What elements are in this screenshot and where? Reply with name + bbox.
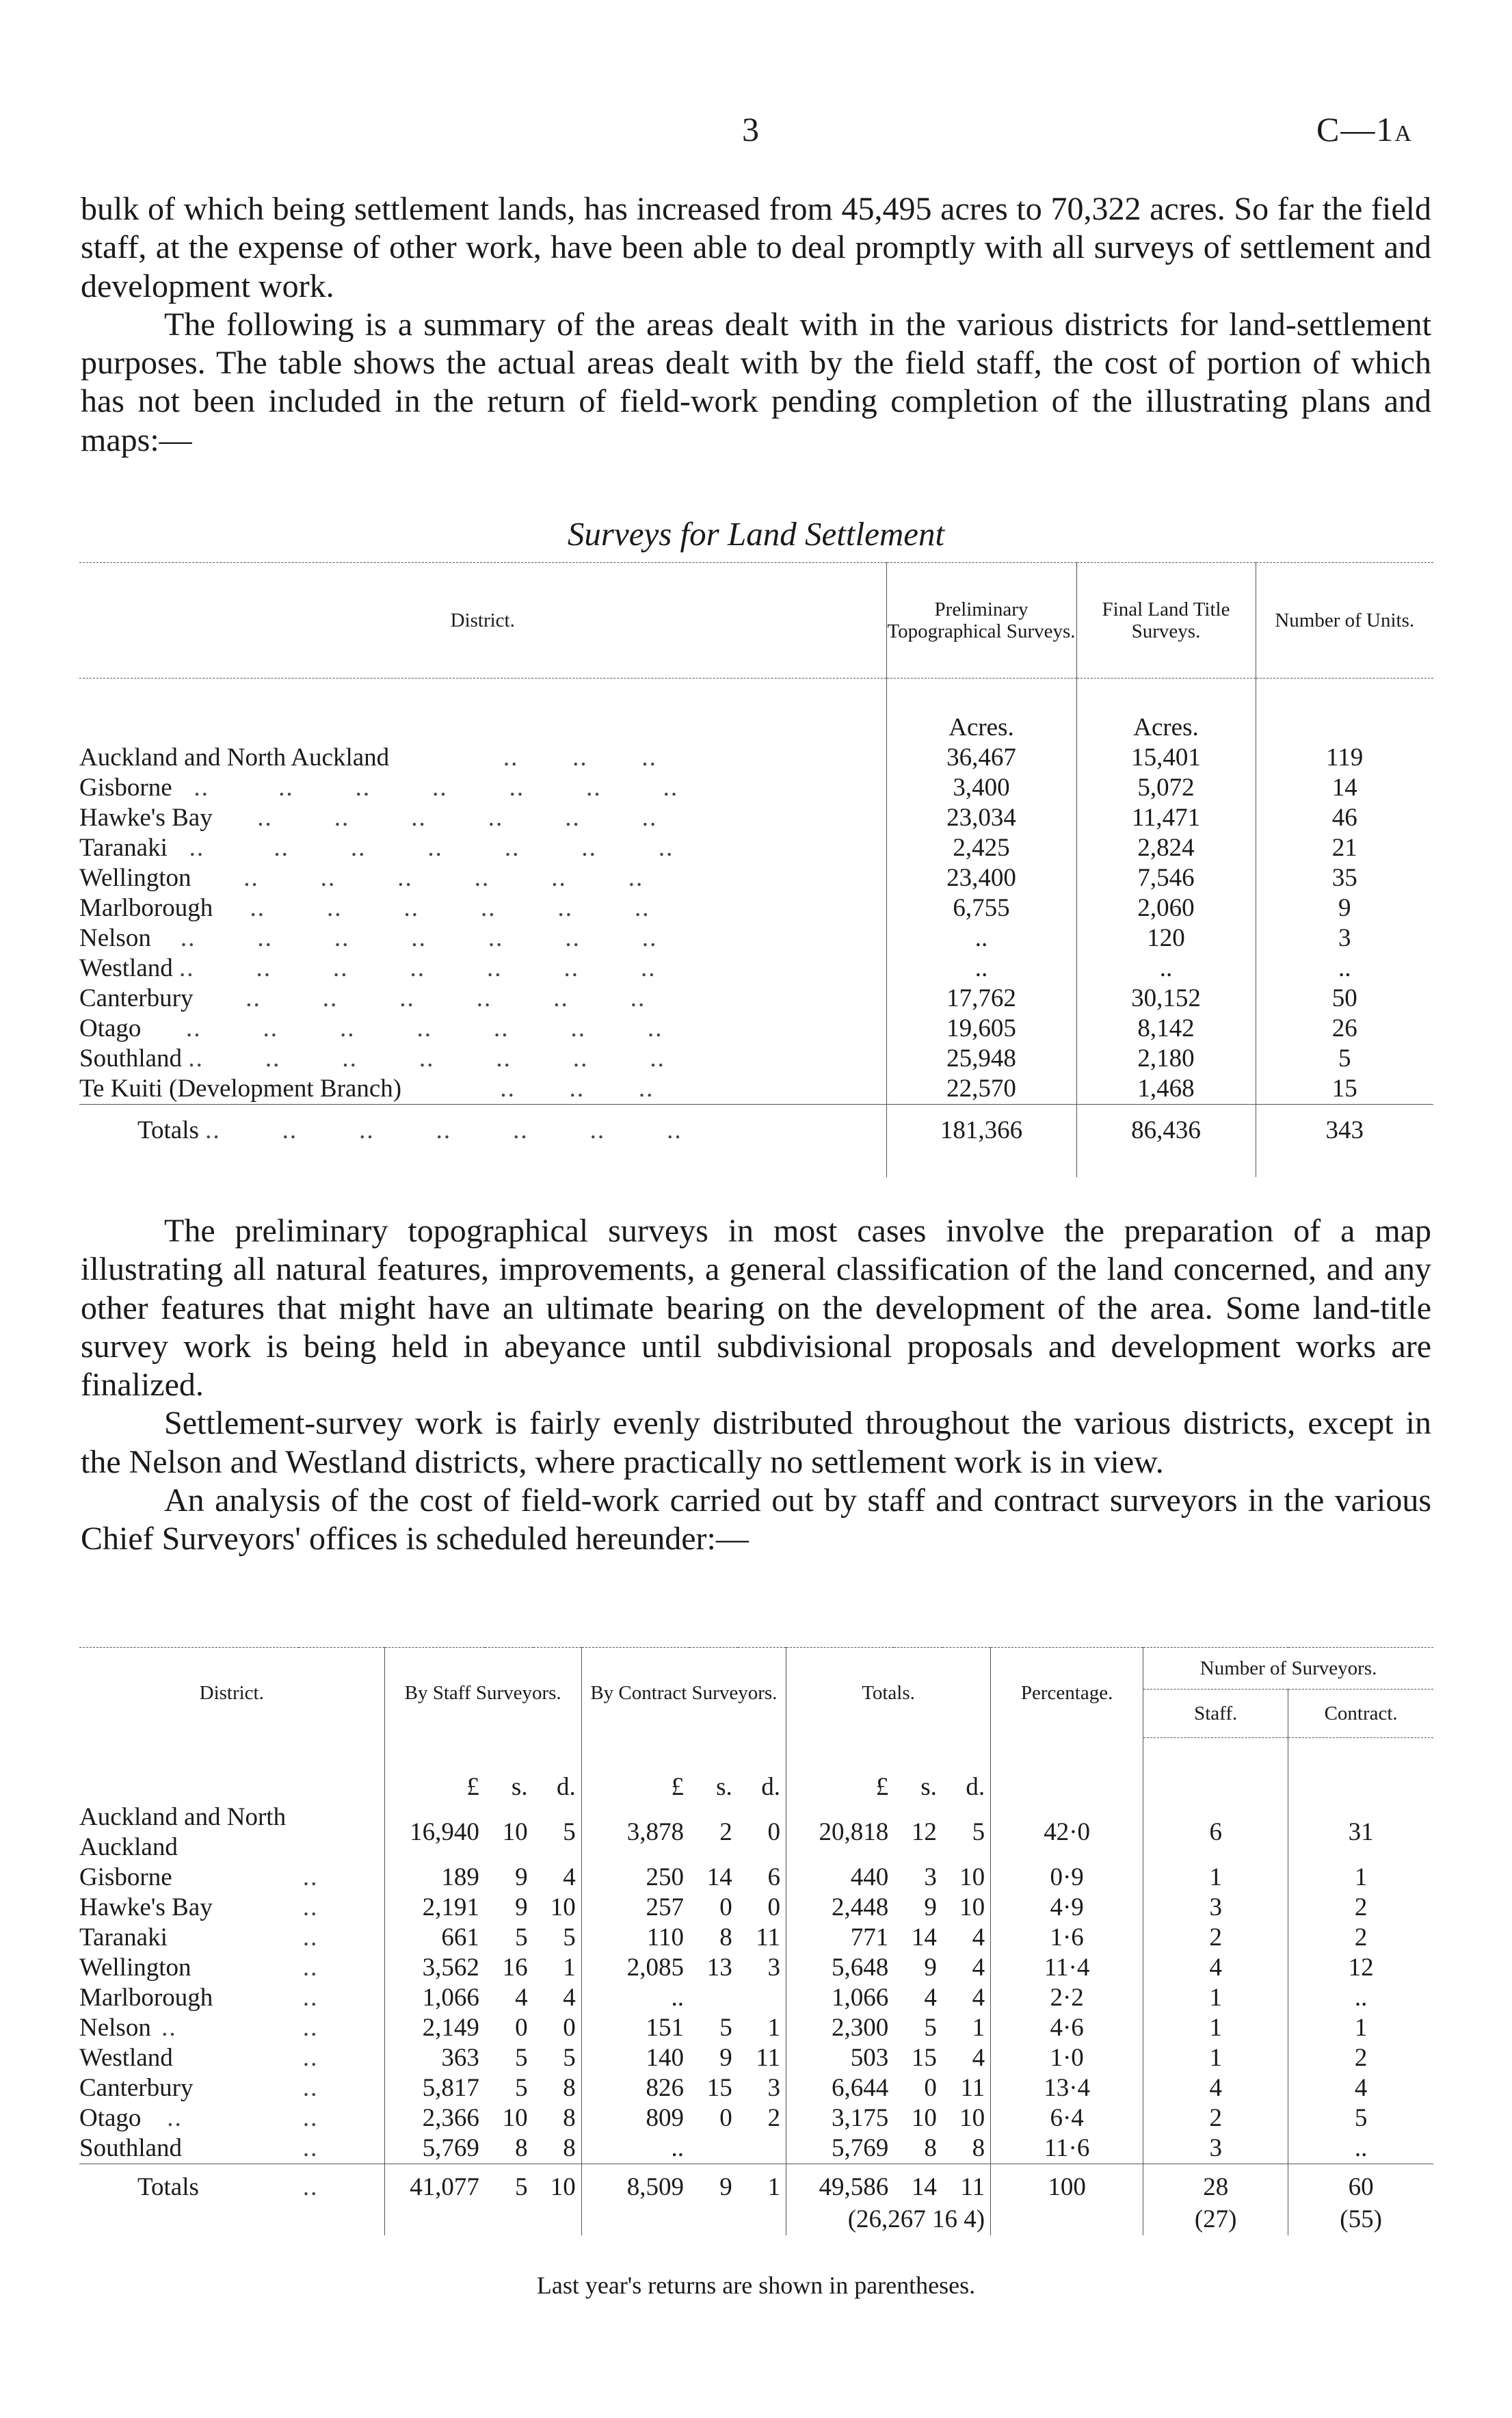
table-row: Nelson .. .. 2,149 0 0 151 5 1 2,300 5 1 4·6 1 1 <box>79 2013 1433 2043</box>
paragraph: Settlement-survey work is fairly evenly distributed throughout the various districts, except in the Nelson and Westland districts, where practically no settlement work is in view. <box>81 1405 1431 1480</box>
column-header: Final Land Title Surveys. <box>1076 563 1256 679</box>
district-name: Hawke's Bay <box>79 804 213 832</box>
table-row: Auckland and North Auckland 16,940 10 5 3,878 2 0 20,818 12 5 42·0 6 31 <box>79 1802 1433 1863</box>
table-row: Wellington .. .. .. .. .. .. 23,400 7,546 35 <box>79 863 1433 893</box>
totals-label: Totals <box>79 2164 299 2205</box>
totals-row: Totals .. .. .. .. .. .. .. 181,366 86,436 343 <box>79 1105 1433 1178</box>
table-row: Marlborough .. .. .. .. .. .. 6,755 2,060 9 <box>79 893 1433 923</box>
paragraph: The following is a summary of the areas dealt with in the various districts for land-settlement purposes. The table shows the actual areas dealt with by the field staff, the cost of portion of which has not been included in the return of field-work pending completion of the illustrating plans and maps:— <box>81 306 1431 458</box>
district-name: Otago <box>79 1014 142 1042</box>
table-row: Hawke's Bay .. 2,191 9 10 257 0 0 2,448 9 10 4·9 3 2 <box>79 1893 1433 1923</box>
column-header: District. <box>79 1648 384 1738</box>
paragraph: bulk of which being settlement lands, has increased from 45,495 acres to 70,322 acres. So far the field staff, at the expense of other work, have been able to deal promptly with all surveys of settlement and development work. <box>81 191 1431 304</box>
paragraph: An analysis of the cost of field-work carried out by staff and contract surveyors in the various Chief Surveyors' offices is scheduled hereunder:— <box>81 1482 1431 1558</box>
district-name: Auckland and North Auckland <box>79 744 390 772</box>
document-reference: C—1A <box>1316 110 1413 148</box>
district-name: Hawke's Bay <box>79 1893 213 1921</box>
column-header: By Contract Surveyors. <box>581 1648 786 1738</box>
column-header: District. <box>79 563 886 679</box>
column-header: Contract. <box>1288 1690 1433 1738</box>
table-row: Taranaki .. .. .. .. .. .. .. 2,425 2,824 21 <box>79 833 1433 863</box>
table-row: Canterbury .. .. .. .. .. .. 17,762 30,152 50 <box>79 984 1433 1014</box>
table-row: Otago .. .. .. .. .. .. .. 19,605 8,142 26 <box>79 1014 1433 1044</box>
district-name: Canterbury <box>79 2074 194 2102</box>
totals-label: Totals <box>137 1116 199 1144</box>
table-row: Gisborne .. 189 9 4 250 14 6 440 3 10 0·9 1 1 <box>79 1863 1433 1893</box>
table-row: Westland .. .. .. .. .. .. .. .. .. .. <box>79 954 1433 984</box>
analysis-text <box>81 1212 1431 1559</box>
district-name: Taranaki <box>79 834 168 862</box>
page-number: 3 <box>742 110 759 148</box>
footnote: Last year's returns are shown in parentheses. <box>536 2272 976 2299</box>
unit-label: Acres. <box>1076 679 1256 744</box>
district-name: Gisborne <box>79 774 172 802</box>
column-header: Percentage. <box>991 1648 1143 1738</box>
column-header: By Staff Surveyors. <box>384 1648 581 1738</box>
district-name: Canterbury <box>79 984 194 1012</box>
totals-row: Totals .. 41,077 5 10 8,509 9 1 49,586 14 11 100 28 60 <box>79 2164 1433 2205</box>
district-name: Wellington <box>79 864 191 892</box>
table-row: Nelson .. .. .. .. .. .. .. .. 120 3 <box>79 923 1433 954</box>
table-row: Westland .. 363 5 5 140 9 11 503 15 4 1·0 1 2 <box>79 2043 1433 2073</box>
district-name: Southland <box>79 1044 183 1073</box>
table-row: Wellington .. 3,562 16 1 2,085 13 3 5,648 9 4 11·4 4 12 <box>79 1953 1433 1983</box>
district-name: Auckland and North Auckland <box>79 1803 287 1861</box>
table-row: Marlborough .. 1,066 4 4 .. 1,066 4 4 2·2 1 .. <box>79 1983 1433 2013</box>
district-name: Marlborough <box>79 1984 213 2012</box>
paragraph: The preliminary topographical surveys in most cases involve the preparation of a map illustrating all natural features, improvements, a general classification of the land concerned, and any other features that might have an ultimate bearing on the development of the area. Some land-title survey work is being held in abeyance until subdivisional proposals and development works are finalized. <box>81 1213 1431 1404</box>
table-row: Southland .. 5,769 8 8 .. 5,769 8 8 11·6 3 .. <box>79 2133 1433 2164</box>
district-name: Westland <box>79 954 173 982</box>
land-settlement-table <box>79 562 1433 1177</box>
district-name: Westland <box>79 2044 173 2072</box>
table-row: Auckland and North Auckland .. .. .. 36,467 15,401 119 <box>79 743 1433 773</box>
district-name: Wellington <box>79 1954 191 1982</box>
district-name: Nelson <box>79 924 151 952</box>
table-row: Taranaki .. 661 5 5 110 8 11 771 14 4 1·6 2 2 <box>79 1923 1433 1953</box>
district-name: Otago .. <box>79 2104 183 2132</box>
district-name: Marlborough <box>79 894 213 922</box>
table-row: Canterbury .. 5,817 5 8 826 15 3 6,644 0 11 13·4 4 4 <box>79 2073 1433 2103</box>
district-name: Southland <box>79 2134 183 2162</box>
column-header: Staff. <box>1143 1690 1288 1738</box>
previous-year-row: (26,267 16 4) (27) (55) <box>79 2204 1433 2235</box>
table-row: Otago .. .. 2,366 10 8 809 0 2 3,175 10 10 6·4 2 5 <box>79 2103 1433 2133</box>
table-row: Te Kuiti (Development Branch) .. .. .. 22,570 1,468 15 <box>79 1074 1433 1105</box>
table-row: Hawke's Bay .. .. .. .. .. .. 23,034 11,471 46 <box>79 803 1433 833</box>
column-header: Number of Surveyors. <box>1143 1648 1433 1690</box>
field-work-cost-table: District. By Staff Surveyors. By Contract Surveyors. Totals. Percentage. Number of Surveyors. Staff. Contract. £ s. d. £ s. d. £ s. d. Auckland and North Auckland 16,940 10 5 3,878 2 0 20,818 12 5 42·0 6 31 Gisborne .. 189 9 4 250 14 6 440 3 10 0·9 1 1 Hawke's Bay .. 2,191 9 10 257 0 0 2,448 9 10 4·9 3 2 Taranaki .. 661 5 5 110 8 11 771 14 4 1·6 2 2 Wellington .. 3,562 16 1 2,085 13 3 5,648 9 4 11·4 4 12 Marlborough .. 1,066 4 4 .. 1,066 4 4 2·2 1 .. Nelson .. .. 2,149 0 0 151 5 1 2,300 5 1 4·6 1 1 Westland .. 363 5 5 140 9 11 503 15 4 1·0 1 2 Canterbury .. 5,817 5 8 826 15 3 6,644 0 11 13·4 4 4 Otago .. .. 2,366 10 8 809 0 2 3,175 10 10 6·4 2 5 Southland .. 5,769 8 8 .. 5,769 8 8 11·6 3 .. Totals .. 41,077 5 10 8,509 9 1 49,586 14 11 100 28 60 (26,267 16 4) (27) (55) <box>79 1647 1433 2235</box>
column-header: Totals. <box>786 1648 990 1738</box>
district-name: Gisborne <box>79 1863 172 1891</box>
table-row: Gisborne .. .. .. .. .. .. .. 3,400 5,072 14 <box>79 773 1433 803</box>
column-header: Preliminary Topographical Surveys. <box>886 563 1076 679</box>
unit-label: Acres. <box>886 679 1076 744</box>
district-name: Taranaki <box>79 1923 168 1952</box>
table-title: Surveys for Land Settlement <box>567 515 945 553</box>
previous-year-totals: (26,267 16 4) <box>786 2204 990 2235</box>
district-name: Nelson .. <box>79 2014 177 2042</box>
district-name: Te Kuiti (Development Branch) <box>79 1075 402 1103</box>
intro-text <box>81 190 1431 460</box>
table-row: Southland .. .. .. .. .. .. .. 25,948 2,180 5 <box>79 1044 1433 1074</box>
column-header: Number of Units. <box>1256 563 1433 679</box>
